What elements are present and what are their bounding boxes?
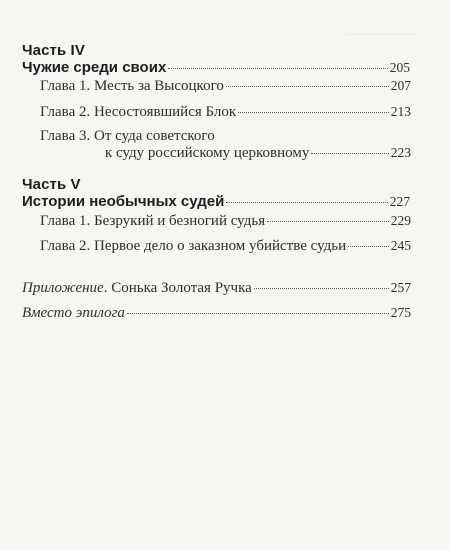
chapter-page-number: 207 bbox=[390, 78, 411, 93]
chapter-title: Месть за Высоцкого bbox=[93, 78, 224, 94]
part-5-label-text: Часть V bbox=[22, 176, 81, 193]
epilogue-page-number: 275 bbox=[390, 305, 411, 320]
chapter-page-number: 223 bbox=[390, 145, 411, 160]
chapter-title: Безрукий и безногий судья bbox=[93, 213, 266, 229]
chapter-page-number: 229 bbox=[390, 213, 411, 228]
toc-entry-part4-chapter3-line2 bbox=[105, 145, 411, 162]
appendix-label: Приложение bbox=[22, 280, 104, 296]
part-4-title: Чужие среди своих bbox=[22, 59, 167, 76]
part-4-label-text: Часть IV bbox=[22, 42, 85, 59]
faint-bleed-through-mark bbox=[346, 34, 416, 45]
dot-leader bbox=[168, 67, 387, 69]
dot-leader bbox=[267, 220, 389, 222]
dot-leader bbox=[348, 245, 389, 247]
part-4-page-number: 205 bbox=[389, 60, 410, 75]
dot-leader bbox=[238, 111, 389, 113]
appendix-separator: . bbox=[103, 280, 112, 296]
dot-leader bbox=[226, 201, 387, 203]
toc-entry-epilogue bbox=[22, 305, 411, 322]
toc-entry-appendix bbox=[22, 280, 411, 297]
part-5-title-entry bbox=[22, 193, 410, 210]
appendix-page-number: 257 bbox=[390, 280, 411, 295]
toc-entry-part4-chapter3-line1 bbox=[40, 128, 215, 145]
epilogue-label: Вместо эпилога bbox=[22, 305, 125, 321]
toc-entry-part5-chapter2 bbox=[40, 238, 411, 255]
dot-leader bbox=[311, 152, 388, 154]
toc-entry-part4-chapter1 bbox=[40, 78, 411, 95]
toc-entry-part5-chapter1 bbox=[40, 213, 411, 230]
dot-leader bbox=[127, 312, 389, 314]
dot-leader bbox=[226, 85, 389, 87]
part-4-label bbox=[22, 42, 85, 59]
chapter-title: Несостоявшийся Блок bbox=[93, 104, 237, 120]
part-5-label bbox=[22, 176, 81, 193]
appendix-title: Сонька Золотая Ручка bbox=[111, 280, 252, 296]
chapter-label: Глава 3. bbox=[40, 128, 91, 144]
chapter-label: Глава 1. bbox=[40, 213, 91, 229]
chapter-label: Глава 2. bbox=[40, 238, 91, 254]
dot-leader bbox=[254, 287, 389, 289]
chapter-page-number: 213 bbox=[390, 104, 411, 119]
chapter-title: Первое дело о заказном убийстве судьи bbox=[93, 238, 347, 254]
part-5-page-number: 227 bbox=[389, 194, 410, 209]
chapter-label: Глава 1. bbox=[40, 78, 91, 94]
part-5-title: Истории необычных судей bbox=[22, 193, 225, 210]
part-4-title-entry bbox=[22, 59, 410, 76]
chapter-title-line2: к суду российскому церковному bbox=[105, 145, 310, 161]
chapter-label: Глава 2. bbox=[40, 104, 91, 120]
toc-entry-part4-chapter2 bbox=[40, 104, 411, 121]
chapter-title-line1: От суда советского bbox=[93, 128, 215, 144]
chapter-page-number: 245 bbox=[390, 238, 411, 253]
